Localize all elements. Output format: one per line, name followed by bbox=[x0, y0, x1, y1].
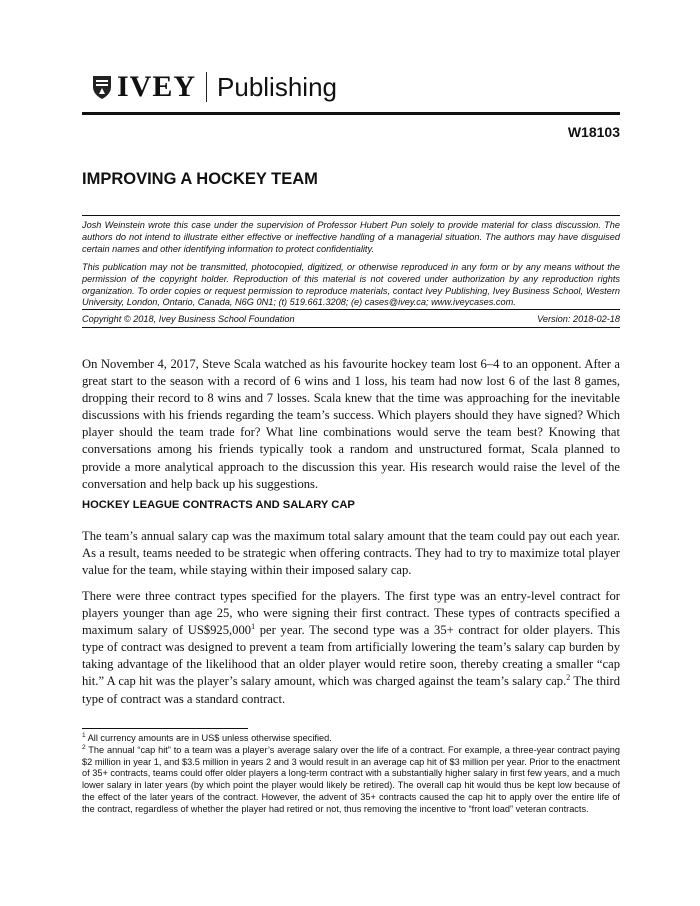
copyright-line bbox=[82, 314, 620, 324]
division-name: Publishing bbox=[217, 72, 337, 102]
header-rule bbox=[82, 112, 620, 115]
ivey-crest-icon bbox=[91, 74, 113, 100]
case-number: W18103 bbox=[567, 124, 620, 140]
page-title: IMPROVING A HOCKEY TEAM bbox=[82, 170, 318, 188]
salary-cap-paragraph: The team’s annual salary cap was the maximum total salary amount that the team could pay out each year. As a result, teams needed to be strategic when offering contracts. They had to try to maximize total player value for the team, while staying within their imposed salary cap. bbox=[82, 529, 620, 578]
disclaimer-top-rule bbox=[82, 215, 620, 216]
copyright-top-rule bbox=[82, 309, 620, 310]
footnote-divider bbox=[82, 728, 248, 729]
section-heading: HOCKEY LEAGUE CONTRACTS AND SALARY CAP bbox=[82, 499, 355, 511]
contract-text-b: per year. The second type was a 35+ contract for older players. This type of contract was designed to prevent a team from artificially lowering the team’s salary cap burden by taking advantage of the likelihood that an older player would retire soon, thereby creating a smaller “cap hit.” A cap hit was the player’s salary amount, which was charged against the team’s salary cap. bbox=[82, 623, 620, 689]
version-text: Version: 2018-02-18 bbox=[537, 314, 620, 324]
authors-disclaimer: Josh Weinstein wrote this case under the supervision of Professor Hubert Pun solely to provide material for class discussion. The authors do not intend to illustrate either effective or ineffective handling of a managerial situation. The authors may have disguised certain names and other identifying information to protect confidentiality. bbox=[82, 220, 620, 254]
copyright-text: Copyright © 2018, Ivey Business School Foundation bbox=[82, 314, 295, 324]
contract-text-c: The third type of contract was a standard contract. bbox=[82, 674, 621, 706]
logo-divider bbox=[206, 72, 207, 102]
footnote-number: 2 bbox=[82, 743, 86, 751]
brand-name: IVEY bbox=[117, 70, 197, 103]
contract-text-a: There were three contract types specified for the players. The first type was an entry-level contract for players younger than age 25, who were signing their first contract. These types of contracts specified a maximum salary of US$925,000 bbox=[82, 589, 620, 638]
footnote-text: All currency amounts are in US$ unless otherwise specified. bbox=[85, 733, 332, 743]
footnote-ref-2[interactable]: 2 bbox=[566, 673, 571, 683]
footnote-ref-1[interactable]: 1 bbox=[251, 622, 256, 631]
ivey-publishing-logo bbox=[91, 70, 337, 104]
footnote-text: The annual “cap hit” to a team was a player’s average salary over the life of a contract. For example, a three-year contract paying $2 million in year 1, and $3.5 million in years 2 and 3 would result in an average cap hit of $3 million per year. Prior to the enactment of 35+ contracts, teams could offer older players a long-term contract with a substantially higher salary in first few years, and a much lower salary in later years (by which point the player would likely be retired). The overall cap hit would thus be kept low because of the effect of the later years of the contract. However, the advent of 35+ contracts caused the cap hit to apply over the entire life of the contract, regardless of whether the player had retired or not, thus removing the incentive to “front load” veteran contracts. bbox=[82, 745, 620, 814]
footnote-number: 1 bbox=[82, 731, 86, 739]
permissions-disclaimer: This publication may not be transmitted, photocopied, digitized, or otherwise reproduced in any form or by any means without the permission of the copyright holder. Reproduction of this material is not covered under authorization by any reproduction rights organization. To order copies or request permission to reproduce materials, contact Ivey Publishing, Ivey Business School, Western University, London, Ontario, Canada, N6G 0N1; (t) 519.661.3208; (e) cases@ivey.ca; www.iveycases.com. bbox=[82, 262, 620, 308]
footnote-2 bbox=[82, 745, 620, 815]
contract-types-paragraph bbox=[82, 588, 620, 708]
disclaimer-bottom-rule bbox=[82, 327, 620, 328]
footnote-1 bbox=[82, 733, 620, 745]
intro-paragraph: On November 4, 2017, Steve Scala watched as his favourite hockey team lost 6–4 to an opponent. After a great start to the season with a record of 6 wins and 1 loss, his team had now lost 6 of the last 8 games, dropping their record to 8 wins and 7 losses. Scala knew that the time was approaching for the inevitable discussions with his friends regarding the team’s success. Which players should they have signed? Which player should the team trade for? What line combinations would serve the team best? Knowing that conversations among his friends typically took a random and unstructured format, Scala planned to provide a more analytical approach to the discussion this year. His research would raise the level of the conversation and help back up his suggestions. bbox=[82, 357, 620, 491]
